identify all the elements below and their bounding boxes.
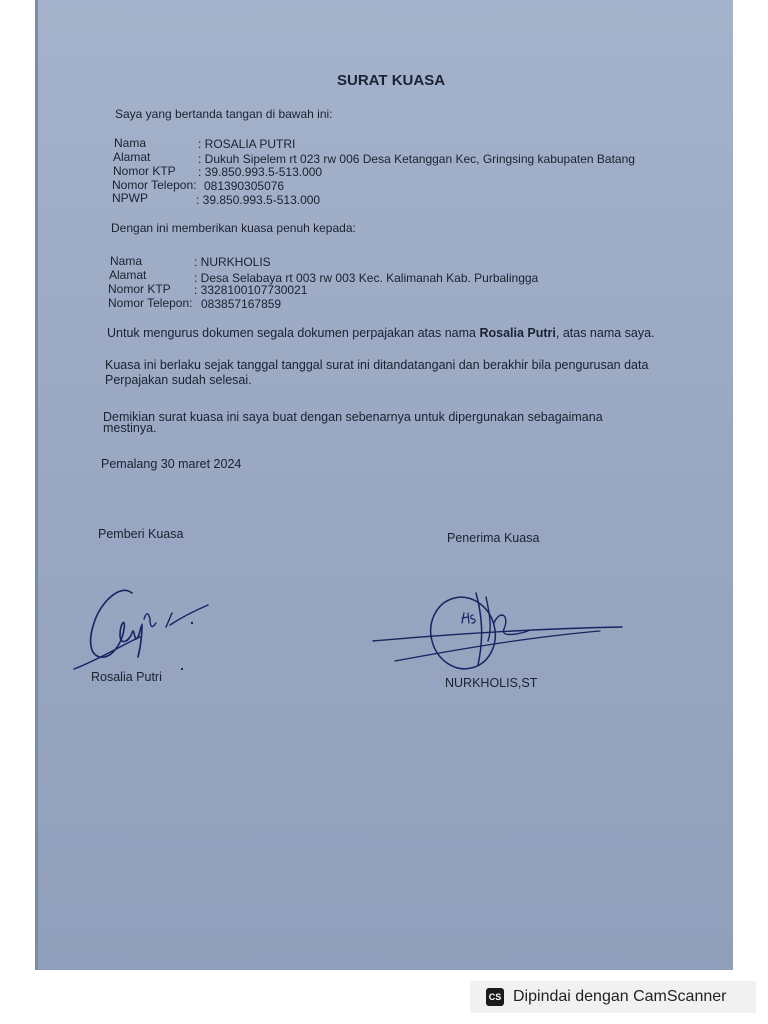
- purpose-text-start: Untuk mengurus dokumen segala dokumen perpajakan atas nama: [107, 326, 480, 340]
- grantee-ktp-label: Nomor KTP: [108, 282, 171, 296]
- grant-text: Dengan ini memberikan kuasa penuh kepada:: [111, 221, 356, 235]
- grantee-name-value: : NURKHOLIS: [194, 255, 271, 269]
- camscanner-logo-icon: CS: [486, 988, 504, 1006]
- grantee-address-value: : Desa Selabaya rt 003 rw 003 Kec. Kalimanah Kab. Purbalingga: [194, 271, 539, 285]
- grantee-phone-label: Nomor Telepon:: [108, 296, 193, 310]
- grantee-name-label: Nama: [110, 254, 143, 268]
- grantor-address-value: : Dukuh Sipelem rt 023 rw 006 Desa Ketanggan Kec, Gringsing kabupaten Batang: [198, 152, 635, 166]
- grantor-address-label: Alamat: [113, 150, 151, 164]
- validity-line-1: Kuasa ini berlaku sejak tanggal tanggal surat ini ditandatangani dan berakhir bila pengurusan data: [105, 358, 649, 372]
- camscanner-label: Dipindai dengan CamScanner: [513, 988, 727, 1005]
- grantor-ktp-value: : 39.850.993.5-513.000: [198, 165, 323, 179]
- intro-text: Saya yang bertanda tangan di bawah ini:: [115, 107, 333, 121]
- grantor-ktp-label: Nomor KTP: [113, 164, 176, 178]
- ink-dot: [181, 668, 183, 670]
- grantee-signature: [370, 585, 630, 680]
- place-date: Pemalang 30 maret 2024: [101, 457, 242, 471]
- purpose-paragraph: [107, 326, 655, 340]
- letter-body: [35, 0, 733, 970]
- purpose-text-end: , atas nama saya.: [555, 326, 655, 340]
- camscanner-watermark: [470, 981, 756, 1013]
- grantor-heading: Pemberi Kuasa: [98, 527, 184, 541]
- grantor-phone-value: 081390305076: [204, 179, 285, 193]
- grantee-signature-name: NURKHOLIS,ST: [445, 676, 538, 690]
- grantor-signature: [70, 583, 215, 683]
- validity-line-2: Perpajakan sudah selesai.: [105, 373, 252, 387]
- purpose-text-name: Rosalia Putri: [479, 326, 556, 340]
- grantor-npwp-label: NPWP: [112, 191, 148, 205]
- grantee-phone-value: 083857167859: [201, 297, 282, 311]
- grantor-signature-name: Rosalia Putri: [91, 670, 162, 684]
- closing-line-1: Demikian surat kuasa ini saya buat dengan sebenarnya untuk dipergunakan sebagaimana: [103, 410, 603, 424]
- grantee-address-label: Alamat: [109, 268, 147, 282]
- scanned-page: [35, 0, 733, 970]
- grantor-name-value: : ROSALIA PUTRI: [198, 137, 296, 151]
- grantee-ktp-value: : 3328100107730021: [194, 283, 308, 297]
- grantee-heading: Penerima Kuasa: [447, 531, 540, 545]
- grantor-npwp-value: : 39.850.993.5-513.000: [196, 193, 321, 207]
- document-title: SURAT KUASA: [337, 72, 446, 89]
- grantor-name-label: Nama: [114, 136, 147, 150]
- closing-line-2: mestinya.: [103, 421, 157, 435]
- grantor-phone-label: Nomor Telepon:: [112, 178, 197, 192]
